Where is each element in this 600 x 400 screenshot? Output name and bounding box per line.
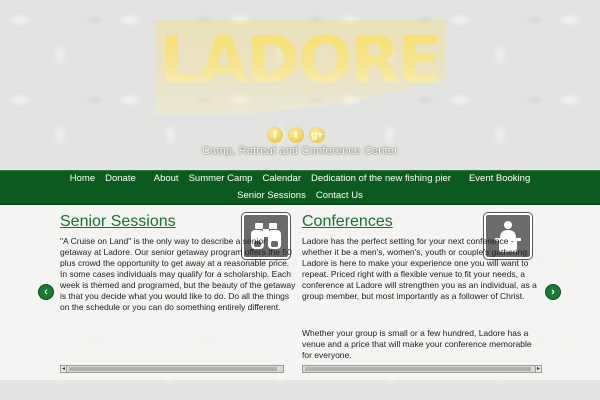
- nav-contact-us[interactable]: Contact Us: [315, 190, 363, 201]
- left-panel-scrollbar[interactable]: [60, 365, 284, 373]
- carousel-next-button[interactable]: ›: [545, 284, 561, 300]
- scroll-left-arrow-icon[interactable]: ◂: [61, 366, 65, 372]
- nav-senior-sessions[interactable]: Senior Sessions: [237, 190, 306, 201]
- twitter-icon[interactable]: t: [288, 127, 304, 143]
- site-tagline: Camp, Retreat and Conference Center: [202, 145, 398, 157]
- conferences-text-1: Ladore has the perfect setting for your next conference - whether it be a men's, women's, youth or couple's gathering. Ladore is here to make your experience one you will want to repeat. Priced right with a flexible venue to fit your needs, a conference at Ladore will strengthen you as an individual, as a group member, but most importantly as a follower of Christ.: [302, 236, 537, 301]
- scrollbar-thumb[interactable]: [69, 367, 277, 371]
- googleplus-icon[interactable]: g+: [309, 127, 325, 143]
- ladore-logo[interactable]: [155, 20, 445, 115]
- scrollbar-thumb[interactable]: [305, 367, 531, 371]
- nav-summer-camp[interactable]: Summer Camp: [188, 173, 253, 184]
- social-links: [267, 127, 325, 143]
- nav-calendar[interactable]: Calendar: [262, 173, 302, 184]
- nav-event-booking[interactable]: Event Booking: [468, 173, 531, 184]
- facebook-icon[interactable]: f: [267, 127, 283, 143]
- scroll-right-arrow-icon[interactable]: ▸: [536, 366, 540, 372]
- content-carousel: [0, 205, 600, 380]
- senior-sessions-title[interactable]: Senior Sessions: [60, 213, 176, 230]
- carousel-prev-button[interactable]: ‹: [38, 284, 54, 300]
- site-header: [0, 0, 600, 170]
- main-navigation: [0, 170, 600, 205]
- right-panel-scrollbar[interactable]: [302, 365, 542, 373]
- logo-graphic: [155, 20, 445, 115]
- senior-sessions-text: "A Cruise on Land" is the only way to describe a senior getaway at Ladore. Our senior getaway program offers the 50 plus crowd the opportunity to get away at a reasonable price. In some cases individuals may qualify for a scholarship. Each week is themed and programed, but the beauty of the getaway is that you decide what you would like to do. Do all the things on the schedule or you can do something entirely different.: [60, 236, 296, 312]
- conferences-title[interactable]: Conferences: [302, 213, 393, 230]
- nav-home[interactable]: Home: [69, 173, 96, 184]
- conferences-text-2: Whether your group is small or a few hundred, Ladore has a venue and a price that will make your conference memorable for everyone.: [302, 328, 532, 360]
- page-footer: [0, 380, 600, 400]
- nav-donate[interactable]: Donate: [105, 173, 136, 184]
- nav-fishing-pier[interactable]: Dedication of the new fishing pier: [311, 173, 451, 184]
- logo-text: LADORE: [160, 24, 440, 98]
- nav-about[interactable]: About: [153, 173, 179, 184]
